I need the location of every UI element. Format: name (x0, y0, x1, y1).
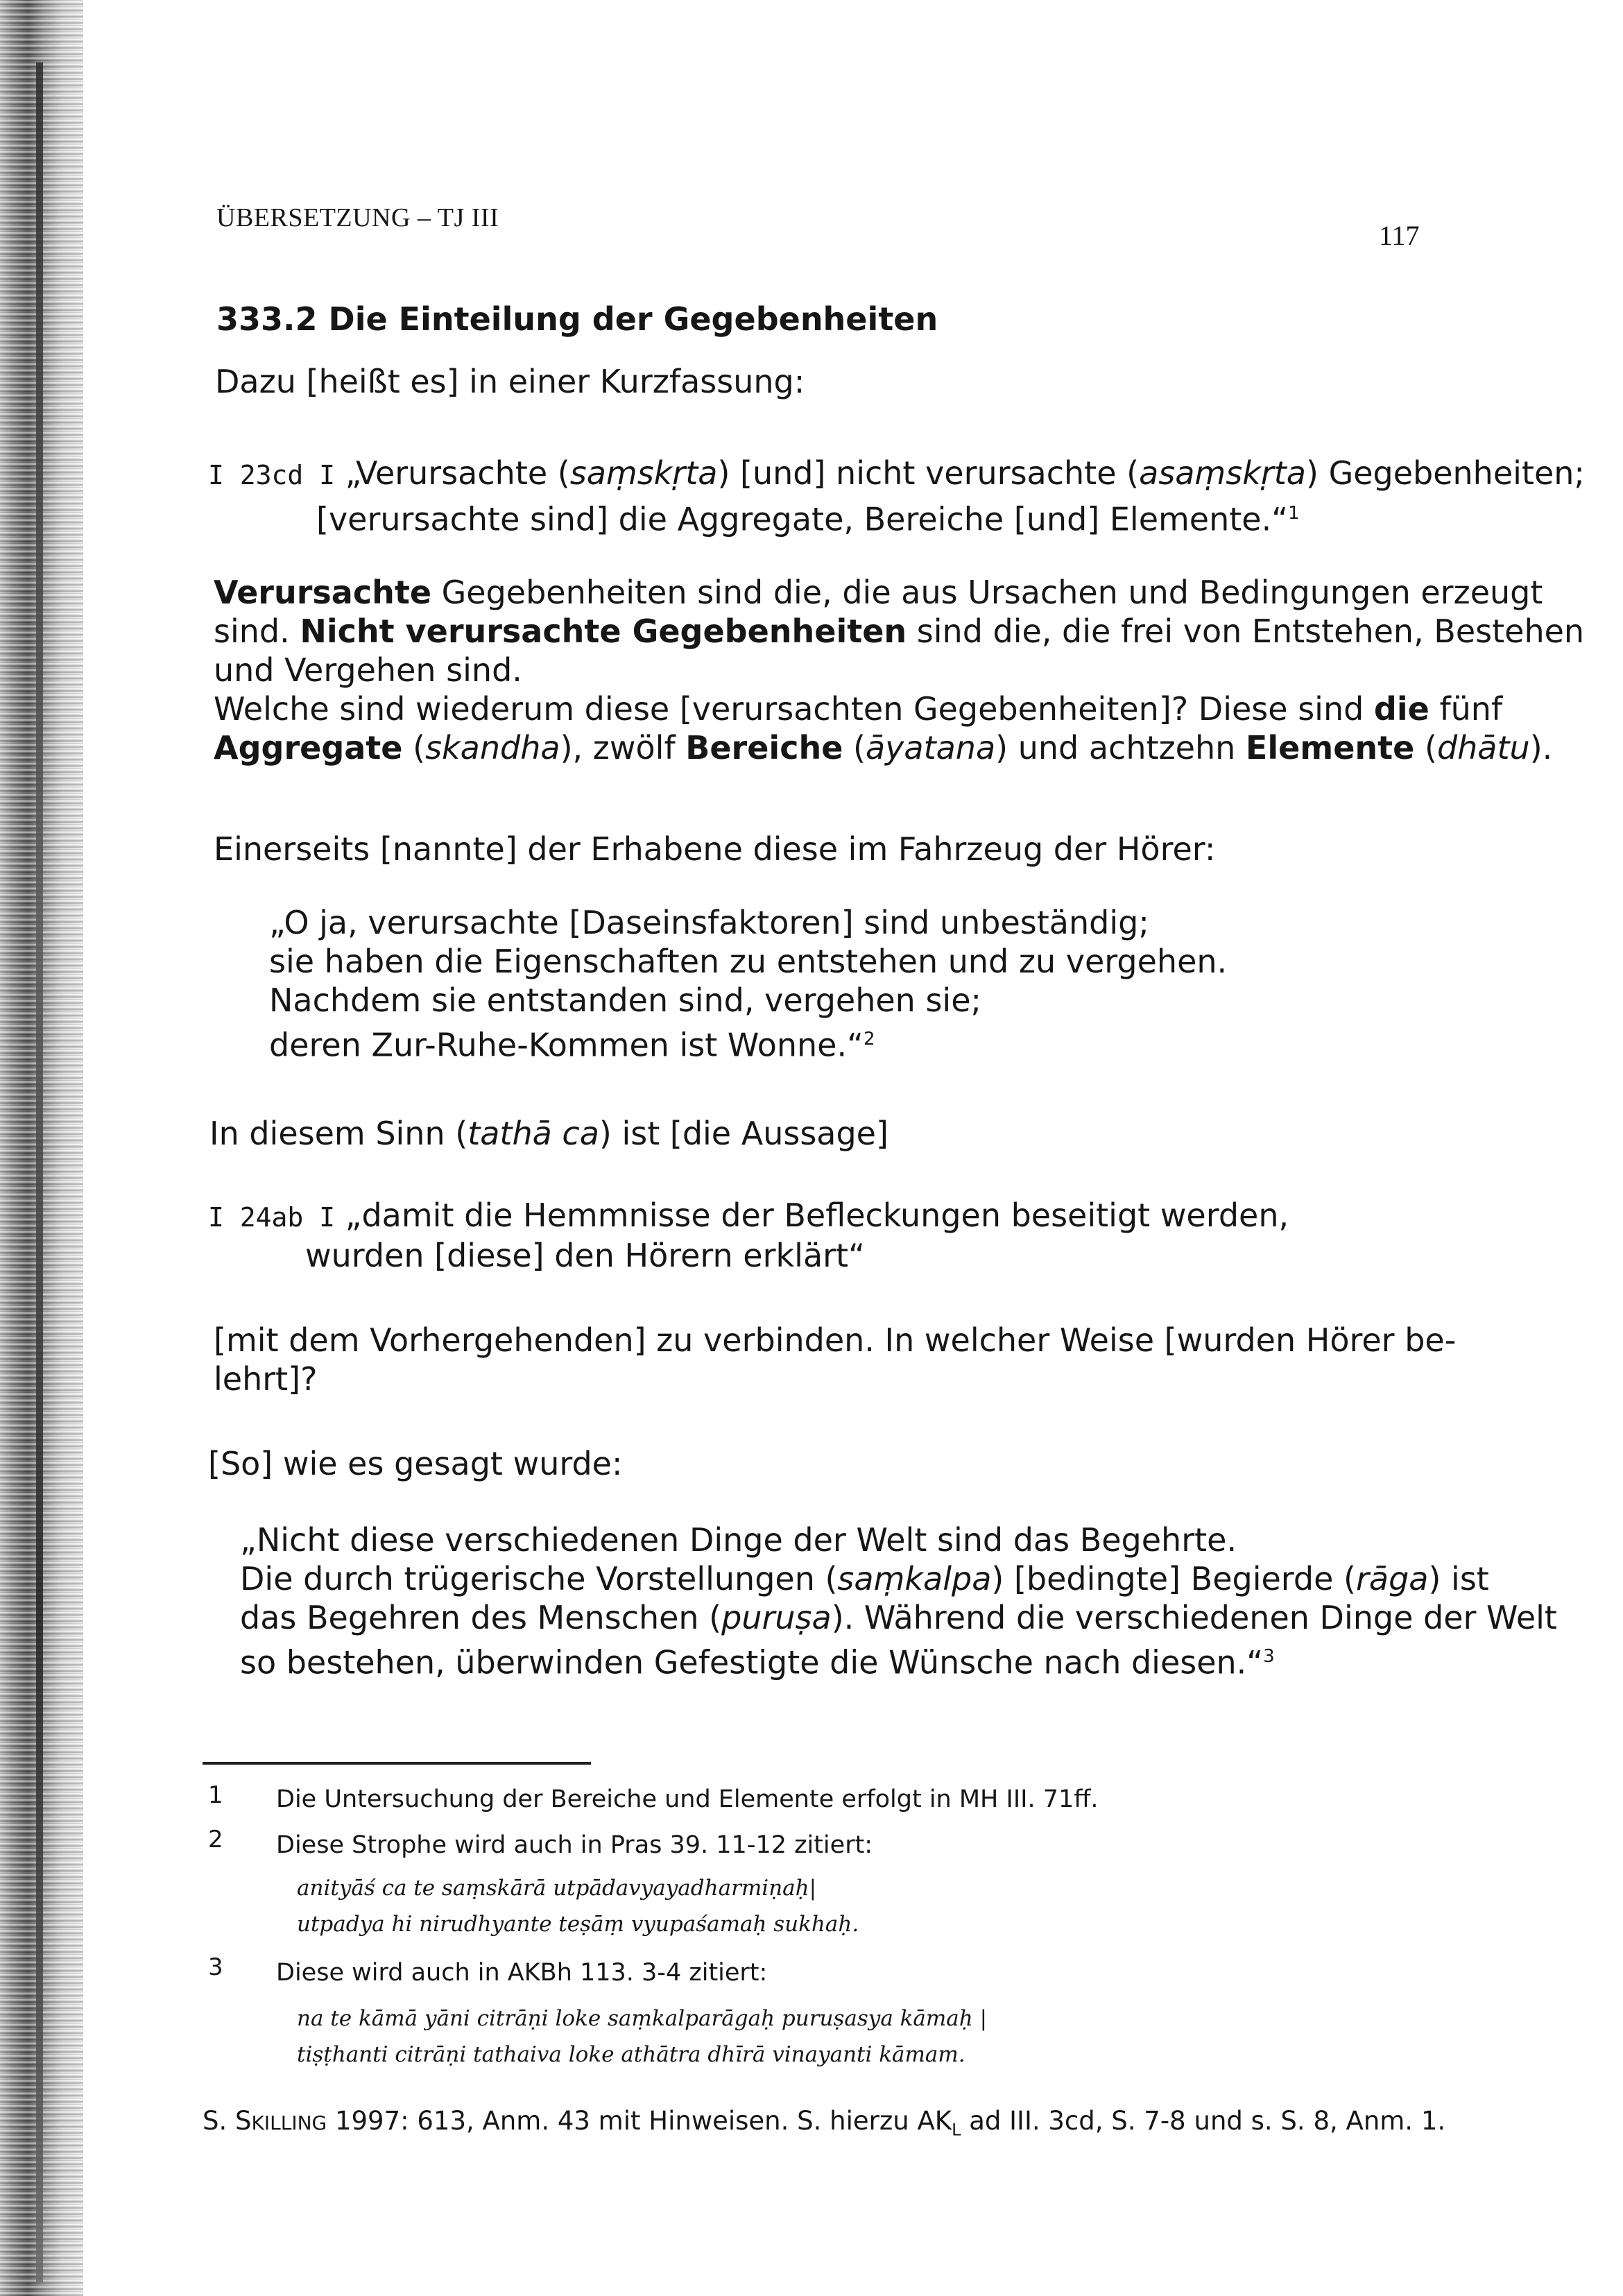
footnote-2-number: 2 (208, 1826, 223, 1853)
verse-23cd-line1: I 23cd I „Verursachte (saṃskṛta) [und] nicht verursachte (asaṃskṛta) Gegebenheiten; (208, 454, 1585, 492)
quote-verse (240, 1520, 1557, 1681)
footnote-3-sanskrit-1: na te kāmā yāni citrāṇi loke saṃkalparāgaḥ puruṣasya kāmaḥ | (297, 2006, 988, 2031)
verse-label-24ab: I 24ab I (208, 1202, 336, 1233)
para4-line1: [mit dem Vorhergehenden] zu verbinden. In welcher Weise [wurden Hörer be- (214, 1321, 1457, 1359)
verse-24ab-line2: wurden [diese] den Hörern erklärt“ (305, 1237, 865, 1274)
paragraph-tatha-ca: In diesem Sinn (tathā ca) ist [die Aussage] (209, 1115, 888, 1152)
book-spine-shadow (0, 0, 83, 2296)
footnote-ref-1: 1 (1288, 503, 1300, 524)
paragraph-verursachte (214, 573, 1585, 767)
verse-24ab-line1: I 24ab I „damit die Hemmnisse der Befleckungen beseitigt werden, (208, 1197, 1289, 1234)
verse-23cd-line2: [verursachte sind] die Aggregate, Bereiche [und] Elemente.“$^1$ (316, 500, 1300, 538)
quote1-line3: Nachdem sie entstanden sind, vergehen sie; (269, 982, 982, 1019)
quote2-line2: Die durch trügerische Vorstellungen (saṃkalpa) [bedingte] Begierde (rāga) ist (240, 1560, 1489, 1597)
para1-line3: und Vergehen sind. (214, 651, 522, 689)
footnote-2-text: Diese Strophe wird auch in Pras 39. 11-12 zitiert: (276, 1831, 873, 1859)
quote2-line3: das Begehren des Menschen (puruṣa). Während die verschiedenen Dinge der Welt (240, 1599, 1557, 1636)
paragraph-einerseits: Einerseits [nannte] der Erhabene diese im Fahrzeug der Hörer: (214, 830, 1216, 868)
footnote-rule (203, 1762, 591, 1765)
quote2-line4: so bestehen, überwinden Gefestigte die Wünsche nach diesen.“$^3$ (240, 1643, 1275, 1681)
quote-sutra (269, 903, 1227, 1064)
footnote-2-sanskrit-2: utpadya hi nirudhyante teṣāṃ vyupaśamaḥ sukhaḥ. (297, 1912, 859, 1937)
intro-line: Dazu [heißt es] in einer Kurzfassung: (215, 363, 805, 400)
footnote-1-text: Die Untersuchung der Bereiche und Elemente erfolgt in MH III. 71ff. (276, 1785, 1099, 1813)
para1-line1: Verursachte Gegebenheiten sind die, die aus Ursachen und Bedingungen erzeugt (214, 574, 1543, 611)
footnote-2-sanskrit-1: anityāś ca te saṃskārā utpādavyayadharmiṇaḥ| (297, 1876, 817, 1901)
quote1-line1: „O ja, verursachte [Daseinsfaktoren] sind unbeständig; (269, 904, 1149, 941)
footnote-1-number: 1 (208, 1781, 223, 1809)
para1-line2: sind. Nicht verursachte Gegebenheiten sind die, die frei von Entstehen, Bestehen (214, 612, 1585, 650)
paragraph-so-wie: [So] wie es gesagt wurde: (208, 1445, 623, 1482)
footnote-3-text: Diese wird auch in AKBh 113. 3-4 zitiert: (276, 1959, 768, 1987)
quote2-line1: „Nicht diese verschiedenen Dinge der Welt sind das Begehrte. (240, 1521, 1237, 1559)
running-header: ÜBERSETZUNG – TJ III (216, 203, 499, 232)
verse-label: I 23cd I (208, 460, 336, 490)
para4-line2: lehrt]? (214, 1360, 318, 1398)
section-title: 333.2 Die Einteilung der Gegebenheiten (216, 300, 938, 338)
footnote-ref-3: 3 (1263, 1646, 1275, 1667)
footnote-3-sanskrit-2: tiṣṭhanti citrāṇi tathaiva loke athātra dhīrā vinayanti kāmam. (297, 2042, 965, 2067)
page-number: 117 (1379, 220, 1420, 251)
para1-line4: Welche sind wiederum diese [verursachten Gegebenheiten]? Diese sind die fünf (214, 690, 1503, 728)
footnote-ref-2: 2 (863, 1029, 875, 1050)
footnote-3-number: 3 (208, 1953, 223, 1981)
quote1-line2: sie haben die Eigenschaften zu entstehen und zu vergehen. (269, 943, 1228, 980)
para1-line5: Aggregate (skandha), zwölf Bereiche (āyatana) und achtzehn Elemente (dhātu). (214, 729, 1553, 766)
paragraph-verbinden (214, 1321, 1457, 1398)
quote1-line4: deren Zur-Ruhe-Kommen ist Wonne.“$^2$ (269, 1026, 875, 1064)
bibliographic-note: S. SKILLING 1997: 613, Anm. 43 mit Hinweisen. S. hierzu $AK_L$ ad III. 3cd, S. 7-8 und s. S. 8, Anm. 1. (203, 2106, 1446, 2140)
